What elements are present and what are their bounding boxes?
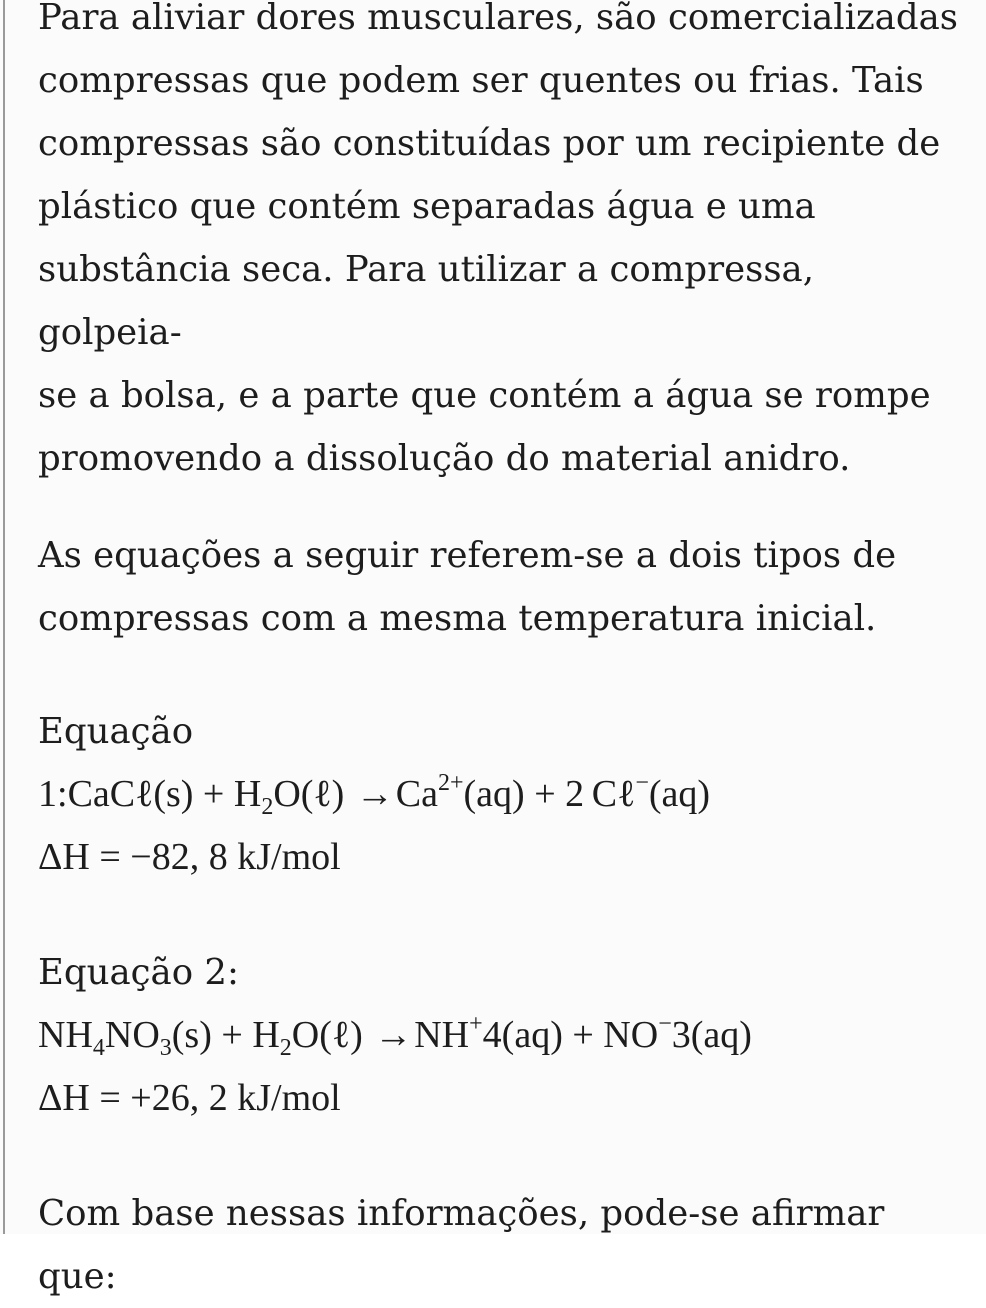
eq1-arrow: → [355, 773, 394, 815]
intro-line: compressas são constituídas por um recipiente de [38, 123, 941, 164]
intro-line: promovendo a dissolução do material anidro. [38, 438, 851, 479]
eq2-plus: + [572, 1014, 594, 1056]
intro-line: substância seca. Para utilizar a compressa, golpeia- [38, 249, 814, 353]
equation-1-formula [38, 763, 968, 826]
intro-line: plástico que contém separadas água e uma [38, 186, 816, 227]
eq1-water: $H_2O(\ell)$ [233, 773, 345, 820]
equation-1-number: 1: [38, 773, 68, 815]
intro-line: se a bolsa, e a parte que contém a água se rompe [38, 375, 931, 416]
left-border-line [3, 0, 5, 1234]
equations-intro-line: As equações a seguir referem-se a dois tipos de [38, 535, 897, 576]
equation-2-label: Equação 2: [38, 952, 239, 993]
eq2-reactant-ammonium-nitrate: $NH_4NO_3(s)$ [38, 1014, 212, 1061]
intro-line: compressas que podem ser quentes ou frias. Tais [38, 60, 924, 101]
equation-2-formula [38, 1004, 968, 1067]
eq2-plus: + [221, 1014, 243, 1056]
eq1-product-chloride: 2 Cℓ−(aq) [565, 770, 711, 815]
eq1-plus: + [534, 773, 556, 815]
equation-2-enthalpy: ΔH = +26, 2 kJ/mol [38, 1077, 341, 1119]
eq1-plus: + [202, 773, 225, 815]
equation-2-block [38, 941, 968, 1130]
eq2-product-nitrate: NO−3(aq) [603, 1011, 752, 1056]
eq1-reactant-cacl: CaCℓ(s) [67, 773, 194, 815]
eq1-product-calcium: $Ca^{2+}(aq)$ [395, 770, 525, 815]
intro-line: Para aliviar dores musculares, são comercializadas [38, 0, 958, 38]
eq2-arrow: → [374, 1014, 413, 1056]
equations-intro-paragraph [38, 524, 968, 650]
closing-paragraph [38, 1182, 968, 1308]
eq2-water: $H_2O(\ell)$ [252, 1014, 363, 1061]
equations-intro-line: compressas com a mesma temperatura inicial. [38, 598, 877, 639]
closing-line: Com base nessas informações, pode-se afirmar [38, 1193, 885, 1234]
equation-1-label: Equação [38, 711, 194, 752]
eq2-product-ammonium: NH+4(aq) [414, 1011, 563, 1056]
equation-1-block [38, 700, 968, 889]
equation-1-enthalpy: ΔH = −82, 8 kJ/mol [38, 836, 341, 878]
question-content [38, 0, 968, 1308]
closing-line: que: [38, 1256, 117, 1297]
intro-paragraph [38, 0, 968, 490]
